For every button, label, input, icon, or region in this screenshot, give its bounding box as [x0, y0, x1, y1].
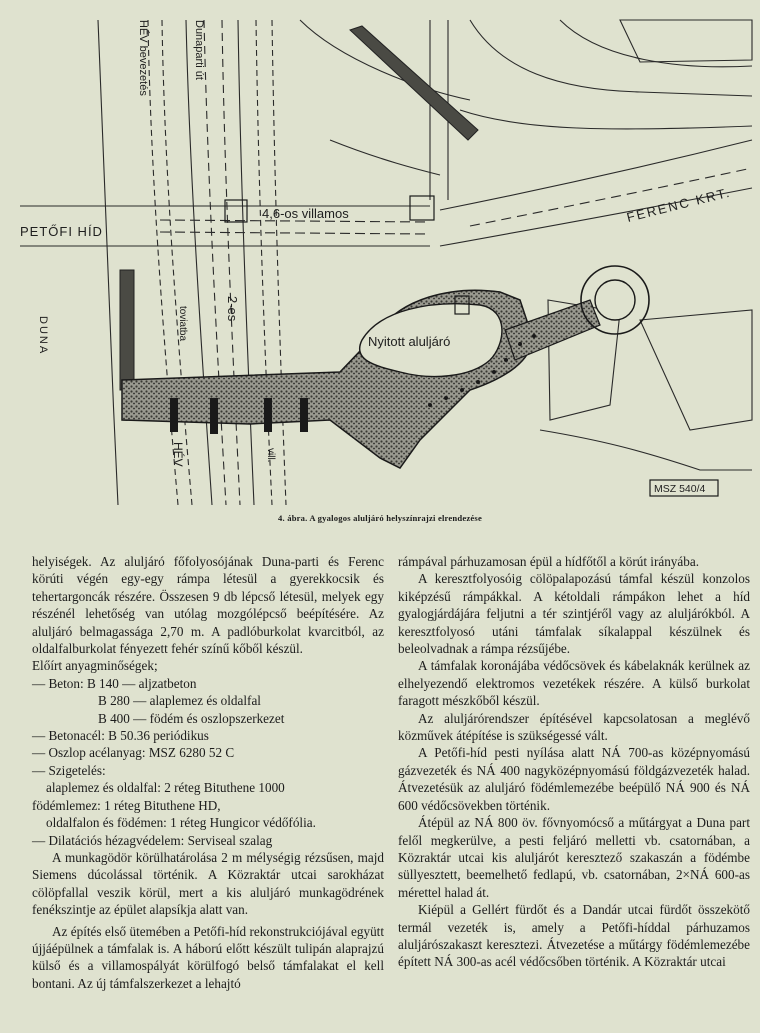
list-item: — Oszlop acélanyag: MSZ 6280 52 C [32, 745, 235, 761]
label-duna: DUNA [37, 316, 49, 356]
paragraph: A Petőfi-híd pesti nyílása alatt NÁ 700-as középnyomású gázvezeték és NÁ 400 nagyközépnyomású földgázvezeték halad. Átvezetésük az aluljáró födémlemezébe beépülő NÁ 900 és NÁ 600 védőcsövekben történik. [398, 745, 750, 813]
roundabout-island [595, 280, 635, 320]
label-hev: HÉV [171, 442, 185, 467]
label-2es: 2-es [225, 296, 240, 322]
site-plan-drawing [0, 0, 760, 505]
list-item: — Dilatációs hézagvédelem: Serviseal szalag [32, 832, 273, 848]
paragraph: Előírt anyagminőségek; [32, 658, 158, 674]
paragraph: A keresztfolyosóig cölöpalapozású támfal készül konzolos kiképzésű rámpákkal. A kétoldali rámpákon lehet a híd gyalogjárdájára feljutni a tér szintjéről vagy az aluljárókból. A keresztfolyosó utáni támfalak síkalappal készülnek és beleolvadnak a rámpa rézsűjébe. [398, 571, 750, 657]
paragraph: Átépül az NÁ 800 öv. fővnyomócső a műtárgyat a Duna part felől megkerülve, a pesti feljáró melletti vb. csatornában, a Közraktár utcai kis aluljárót keresztező szakaszán a födémbe süllyesztett, beemelhető fedlapú, vb. csatornában, 2×NÁ 600-as mérettel halad át. [398, 815, 750, 900]
right-column [398, 553, 750, 971]
paragraph: Az építés első ütemében a Petőfi-híd rekonstrukciójával együtt újjáépülnek a támfalak is. A háború előtt készült tulipán alaprajzú külső és a villamospályát körülfogó belső támfalakat el kell bontani. Az új támfalszerkezet a lehajtó [32, 923, 384, 991]
list-item: födémlemez: 1 réteg Bituthene HD, [32, 797, 221, 813]
list-item: B 400 — födém és oszlopszerkezet [98, 710, 285, 726]
list-item: oldalfalon és födémen: 1 réteg Hungicor védőfólia. [46, 815, 316, 831]
label-nyitott-aluljaro: Nyitott aluljáró [368, 334, 451, 349]
list-item: B 280 — alaplemez és oldalfal [98, 693, 261, 709]
list-item: — Betonacél: B 50.36 periódikus [32, 728, 209, 744]
site-plan-figure [0, 0, 760, 505]
paragraph: helyiségek. Az aluljáró főfolyosójának Duna-parti és Ferenc körúti végén egy-egy rámpa létesül a gyerekkocsik és tehertargoncák részére. Összesen 9 db lépcső létesül, melyek egy részénél lehetőség van utólag mozgólépcső beépítésére. Az aluljáró belmagassága 2,70 m. A padlóburkolat kvarcitból, az oldalfalburkolat fényezett fehér színű kőből készül. [32, 554, 384, 657]
label-hev-bevezetes: HÉV bevezetés [137, 20, 149, 96]
paragraph: Az aluljárórendszer építésével kapcsolatosan a meglévő közművek átépítése is szükségessé vált. [398, 710, 750, 744]
label-dunaparti-ut: Dunaparti út [193, 20, 205, 80]
label-vill: vill. [265, 448, 276, 463]
bridge-pier-west [225, 200, 247, 222]
label-toviatba: toviatba [177, 306, 188, 342]
list-item: — Szigetelés: [32, 762, 106, 778]
paragraph: Kiépül a Gellért fürdőt és a Dandár utcai fürdőt összekötő termál vezeték is, amely a Petőfi-híddal párhuzamos aluljárószakaszt keresztezi. Átvezetése a műtárgy födémlemezébe épített NÁ 300-as acél védőcsőben történik. A Közraktár utcai [398, 902, 750, 970]
label-msz: MSZ 540/4 [654, 483, 706, 495]
figure-caption: 4. ábra. A gyalogos aluljáró helyszínrajzi elrendezése [278, 513, 482, 523]
label-villamos: 4,6-os villamos [262, 206, 349, 221]
paragraph: A támfalak koronájába védőcsövek és kábelaknák kerülnek az elhelyezendő elektromos vezetékek részére. A külső burkolat faragott mészkőből készül. [398, 658, 750, 709]
left-column [32, 553, 384, 992]
label-ferenc-krt: FERENC KRT. [625, 184, 733, 225]
list-item: — Beton: B 140 — aljzatbeton [32, 675, 197, 691]
label-petofi-hid: PETŐFI HÍD [20, 224, 103, 239]
paragraph: A munkagödör körülhatárolása 2 m mélységig rézsűsen, majd Siemens dúcolással történik. A Közraktár utcai sarokházat cölöpfallal veszik körül, mert a kis aluljáró munkagödrének fenékszintje az épület alapsíkja alatt van. [32, 849, 384, 918]
paragraph: rámpával párhuzamosan épül a hídfőtől a körút irányába. [398, 554, 700, 569]
list-item: alaplemez és oldalfal: 2 réteg Bituthene 1000 [46, 780, 285, 796]
